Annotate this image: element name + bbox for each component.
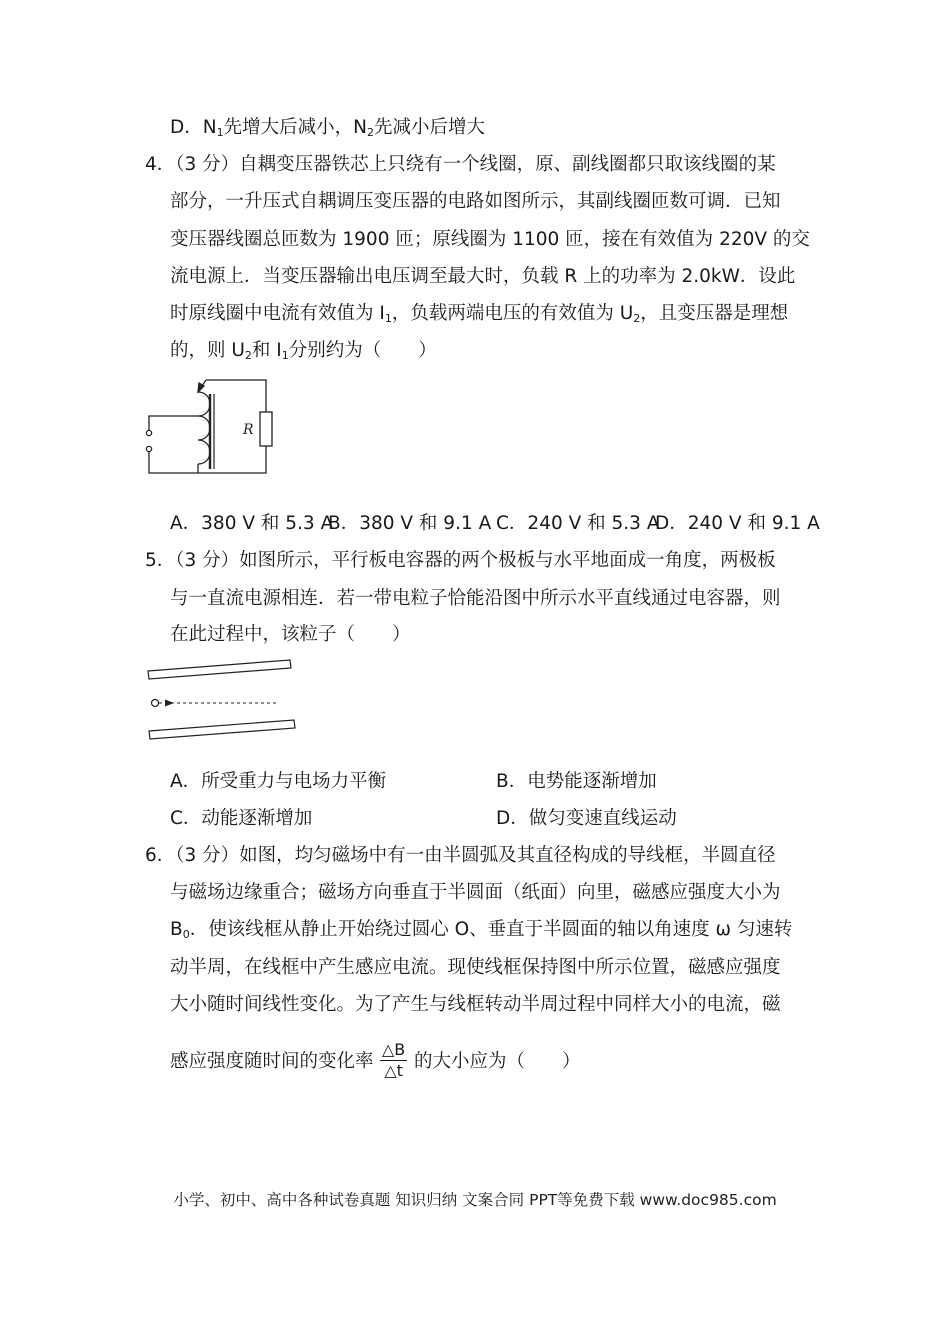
q5-option-a: A．所受重力与电场力平衡	[170, 771, 387, 792]
q4-stem-line-4: 流电源上．当变压器输出电压调至最大时，负载 R 上的功率为 2.0kW．设此	[170, 266, 796, 287]
resistor-label: R	[243, 422, 254, 438]
q5-stem-line-1: 5．（3 分）如图所示，平行板电容器的两个极板与水平地面成一角度，两极板	[145, 550, 776, 571]
q6-stem-line-1: 6．（3 分）如图，均匀磁场中有一由半圆弧及其直径构成的导线框，半圆直径	[145, 845, 776, 866]
q4-stem-line-1: 4．（3 分）自耦变压器铁芯上只绕有一个线圈，原、副线圈都只取该线圈的某	[145, 154, 776, 175]
q4-option-b: B．380 V 和 9.1 A	[328, 513, 492, 534]
q6-stem-line-5: 大小随时间线性变化。为了产生与线框转动半周过程中同样大小的电流，磁	[170, 994, 781, 1015]
q4-stem-line-5: 时原线圈中电流有效值为 $I_1$，负载两端电压的有效值为 $U_2$，且变压器是理想	[170, 303, 789, 325]
q4-option-d: D．240 V 和 9.1 A	[655, 513, 820, 534]
q6-stem-line-3: $B_0$．使该线框从静止开始绕过圆心 O、垂直于半圆面的轴以角速度 ω 匀速转	[170, 919, 793, 941]
q5-option-b: B．电势能逐渐增加	[496, 771, 657, 792]
q4-option-a: A．380 V 和 5.3 A	[170, 513, 334, 534]
tilted-capacitor-figure	[140, 652, 310, 748]
fraction-numerator: △B	[382, 1040, 406, 1059]
q5-option-c: C．动能逐渐增加	[170, 808, 313, 829]
q5-stem-line-2: 与一直流电源相连．若一带电粒子恰能沿图中所示水平直线通过电容器，则	[170, 588, 781, 609]
q6-stem-line-6b: 的大小应为（ ）	[414, 1051, 581, 1072]
fraction-denominator: △t	[384, 1061, 403, 1080]
page-footer: 小学、初中、高中各种试卷真题 知识归纳 文案合同 PPT等免费下载 www.doc985.com	[173, 1191, 777, 1209]
q3-option-d: D．$N_1$先增大后减小，$N_2$先减小后增大	[170, 117, 485, 139]
q6-stem-line-6a: 感应强度随时间的变化率	[170, 1051, 374, 1072]
q4-stem-line-6: 的，则 $U_2$和 $I_1$分别约为（ ）	[170, 340, 437, 362]
q6-stem-line-2: 与磁场边缘重合；磁场方向垂直于半圆面（纸面）向里，磁感应强度大小为	[170, 882, 781, 903]
q6-stem-line-4: 动半周，在线框中产生感应电流。现使线框保持图中所示位置，磁感应强度	[170, 957, 781, 978]
q4-option-c: C．240 V 和 5.3 A	[496, 513, 660, 534]
rate-of-change-fraction	[380, 1040, 407, 1081]
q5-option-d: D．做匀变速直线运动	[496, 808, 677, 829]
q4-stem-line-2: 部分，一升压式自耦调压变压器的电路如图所示，其副线圈匝数可调．已知	[170, 191, 781, 212]
q4-stem-line-3: 变压器线圈总匝数为 1900 匝；原线圈为 1100 匝，接在有效值为 220V 的交	[170, 229, 810, 250]
q5-stem-line-3: 在此过程中，该粒子（ ）	[170, 624, 411, 645]
autotransformer-circuit-figure	[140, 372, 280, 480]
